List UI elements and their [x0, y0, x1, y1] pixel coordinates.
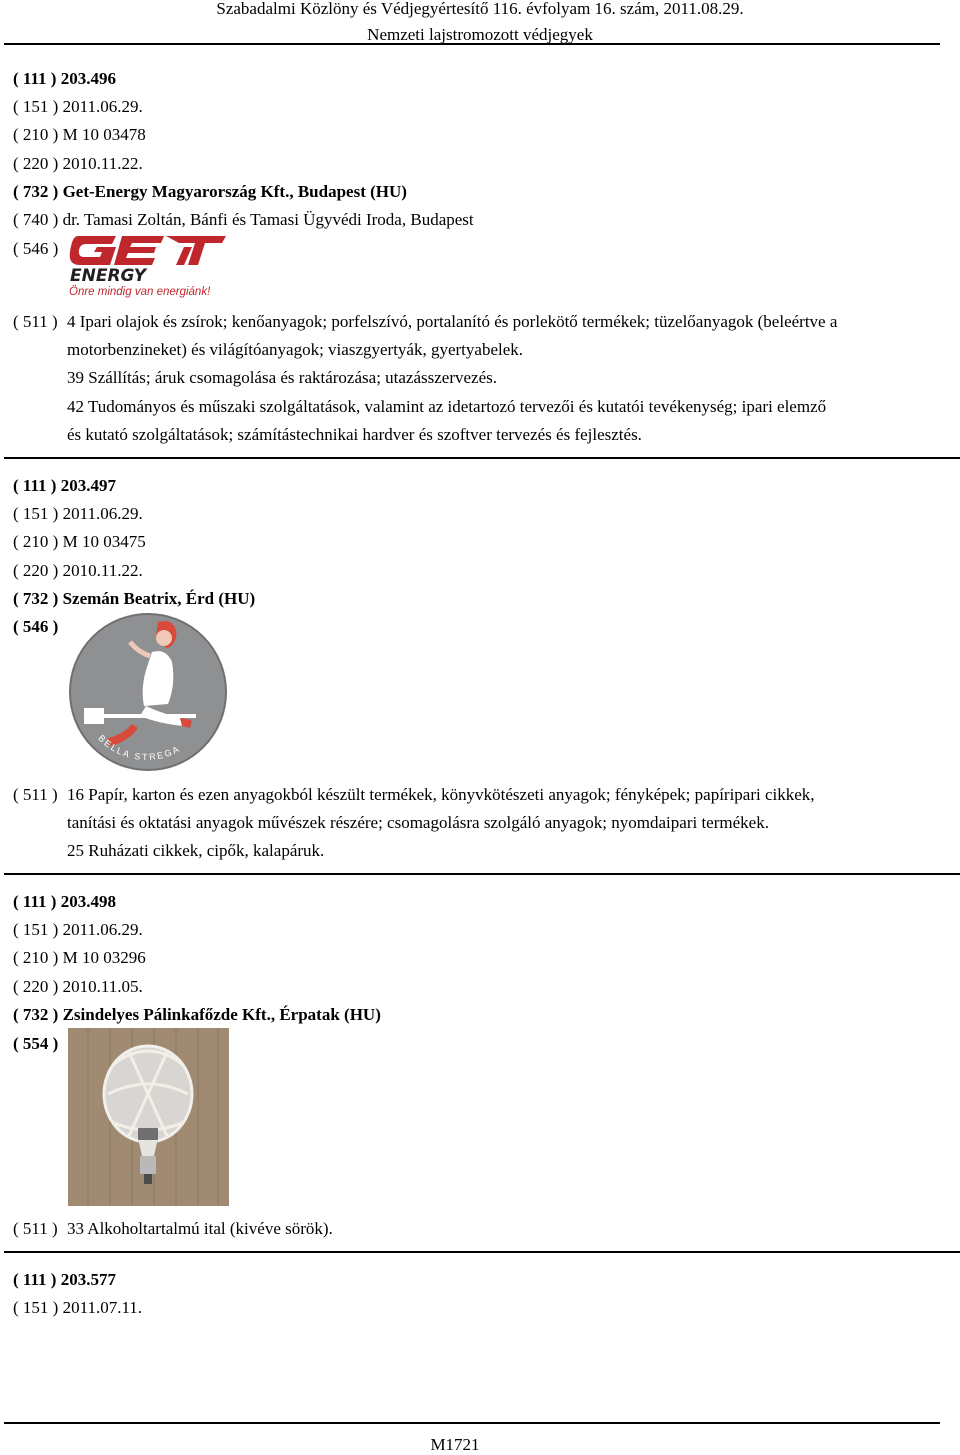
field-732: ( 732 ) Get-Energy Magyarország Kft., Budapest (HU): [13, 182, 407, 201]
get-energy-logo: [66, 232, 230, 300]
field-210: ( 210 ) M 10 03296: [13, 948, 146, 967]
logo-wordmark: ENERGY: [70, 266, 147, 286]
field-511-label: ( 511 ): [13, 1219, 58, 1238]
field-554: ( 554 ): [13, 1034, 59, 1053]
field-511-label: ( 511 ): [13, 785, 58, 804]
header-rule: [4, 43, 940, 45]
record-separator: [4, 457, 960, 459]
field-111: ( 111 ) 203.577: [13, 1270, 116, 1289]
logo-slogan: Önre mindig van energiánk!: [69, 286, 211, 298]
field-151: ( 151 ) 2011.06.29.: [13, 504, 143, 523]
field-151: ( 151 ) 2011.06.29.: [13, 920, 143, 939]
field-210: ( 210 ) M 10 03478: [13, 125, 146, 144]
page-number: M1721: [430, 1435, 480, 1454]
journal-title: Szabadalmi Közlöny és Védjegyértesítő 116. évfolyam 16. szám, 2011.08.29.: [216, 0, 744, 18]
field-220: ( 220 ) 2010.11.22.: [13, 561, 143, 580]
record-separator: [4, 873, 960, 875]
class-text-line: 16 Papír, karton és ezen anyagokból készült termékek, könyvkötészeti anyagok; fényképek; papíripari cikkek,: [67, 785, 815, 804]
class-text-line: tanítási és oktatási anyagok művészek részére; csomagolásra szolgáló anyagok; nyomdaipari termékek.: [67, 813, 769, 832]
footer-rule: [4, 1422, 940, 1424]
class-text-line: 4 Ipari olajok és zsírok; kenőanyagok; porfelszívó, portalanító és porlekötő termékek; tüzelőanyagok (beleértve a: [67, 312, 838, 331]
field-220: ( 220 ) 2010.11.05.: [13, 977, 143, 996]
field-111: ( 111 ) 203.497: [13, 476, 116, 495]
class-text-line: és kutató szolgáltatások; számítástechnikai hardver és szoftver tervezés és fejlesztés.: [67, 425, 642, 444]
field-210: ( 210 ) M 10 03475: [13, 532, 146, 551]
field-546: ( 546 ): [13, 239, 59, 258]
field-546: ( 546 ): [13, 617, 59, 636]
class-text-line: 25 Ruházati cikkek, cipők, kalapáruk.: [67, 841, 325, 860]
record-separator: [4, 1251, 960, 1253]
field-151: ( 151 ) 2011.06.29.: [13, 97, 143, 116]
section-title: Nemzeti lajstromozott védjegyek: [367, 25, 593, 44]
bottle-3d-mark: [68, 1028, 229, 1206]
class-text-line: 39 Szállítás; áruk csomagolása és raktározása; utazásszervezés.: [67, 368, 498, 387]
bella-strega-logo: [68, 612, 228, 772]
class-text-line: 33 Alkoholtartalmú ital (kivéve sörök).: [67, 1219, 333, 1238]
field-151: ( 151 ) 2011.07.11.: [13, 1298, 143, 1317]
class-text-line: motorbenzineket) és világítóanyagok; viaszgyertyák, gyertyabelek.: [67, 340, 524, 359]
field-732: ( 732 ) Zsindelyes Pálinkafőzde Kft., Érpatak (HU): [13, 1005, 381, 1024]
field-220: ( 220 ) 2010.11.22.: [13, 154, 143, 173]
field-111: ( 111 ) 203.496: [13, 69, 116, 88]
field-111: ( 111 ) 203.498: [13, 892, 116, 911]
field-740: ( 740 ) dr. Tamasi Zoltán, Bánfi és Tamasi Ügyvédi Iroda, Budapest: [13, 210, 474, 229]
field-511-label: ( 511 ): [13, 312, 58, 331]
field-732: ( 732 ) Szemán Beatrix, Érd (HU): [13, 589, 256, 608]
class-text-line: 42 Tudományos és műszaki szolgáltatások, valamint az idetartozó tervezői és kutatói tevékenység; ipari elemző: [67, 397, 827, 416]
logo-arc-text: BELLA STREGA: [96, 732, 183, 763]
